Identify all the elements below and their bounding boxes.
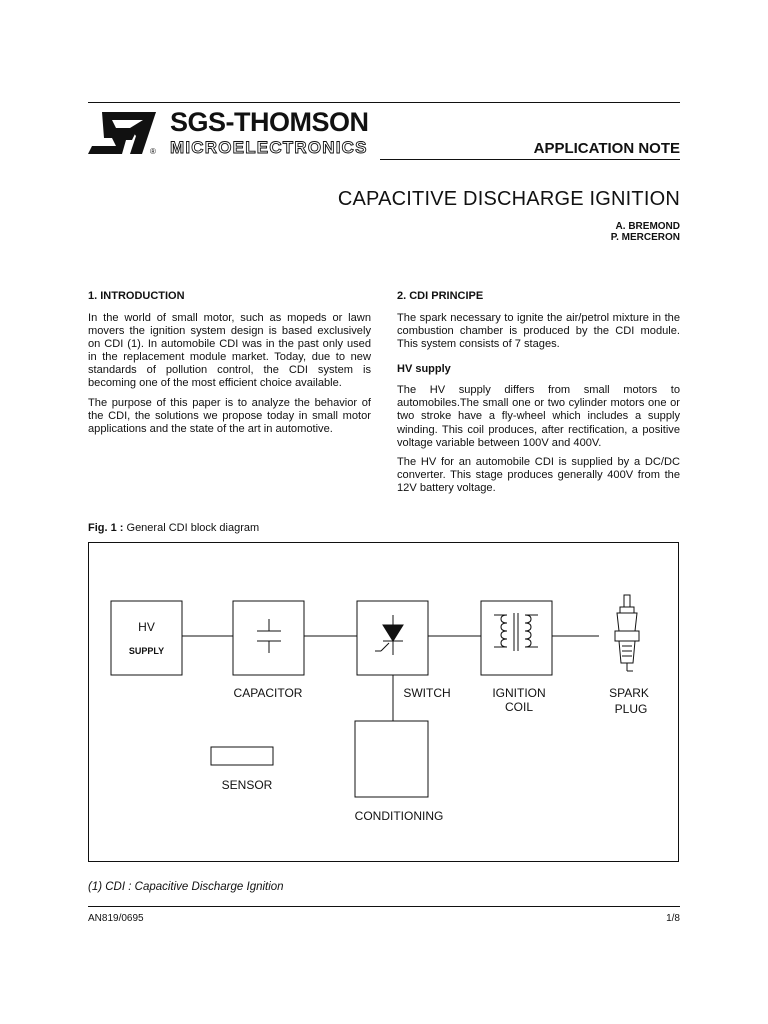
- spark-label: SPARK: [609, 686, 649, 700]
- page-title: CAPACITIVE DISCHARGE IGNITION: [337, 188, 680, 210]
- intro-paragraph-1: In the world of small motor, such as mopeds or lawn movers the ignition system design is based exclusively on CDI (1). In automobile CDI was in the past only used in the replacement module market. Today, due to new standards of pollution control, the CDI system is becoming one of the most efficient choice available.: [88, 312, 371, 390]
- figure-caption: [88, 522, 259, 535]
- hv-supply-paragraph-1: The HV supply differs from small motors to automobiles.The small one or two cylinder motors one or two stroke have a fly-wheel which includes a supply winding. This coil produces, after rectification, a positive voltage variable between 100V and 400V.: [397, 384, 680, 449]
- figure-caption-text: General CDI block diagram: [123, 522, 260, 534]
- principle-heading: 2. CDI PRINCIPE: [397, 290, 484, 302]
- hv-supply-block: [111, 601, 182, 675]
- document-type: APPLICATION NOTE: [533, 140, 680, 157]
- intro-paragraph-2: The purpose of this paper is to analyze the behavior of the CDI, the solutions we propose today in small motor applications and the state of the art in automotive.: [88, 396, 371, 435]
- ignition-coil-block: [481, 601, 552, 675]
- svg-text:®: ®: [150, 147, 156, 156]
- hv-label: HV: [138, 620, 155, 634]
- conditioning-block: [355, 721, 428, 797]
- transformer-symbol: [494, 613, 538, 651]
- block-diagram: [88, 542, 679, 862]
- author-2: P. MERCERON: [610, 232, 680, 243]
- conditioning-label: CONDITIONING: [354, 809, 444, 823]
- switch-label: SWITCH: [403, 686, 451, 700]
- figure-label: Fig. 1 :: [88, 522, 124, 534]
- hv-supply-heading: HV supply: [397, 363, 451, 376]
- company-name: SGS-THOMSON: [170, 107, 369, 137]
- document-number: AN819/0695: [88, 913, 144, 924]
- division-name: MICROELECTRONICS: [170, 138, 368, 157]
- ignition-label: IGNITION: [492, 686, 546, 700]
- st-logo-icon: [86, 110, 162, 156]
- sensor-label: SENSOR: [221, 778, 273, 792]
- right-column: [397, 290, 680, 501]
- page-number: 1/8: [666, 913, 680, 924]
- principle-paragraph-1: The spark necessary to ignite the air/petrol mixture in the combustion chamber is produced by the CDI module. This system consists of 7 stages.: [397, 312, 680, 351]
- top-rule: [88, 102, 680, 103]
- coil-label: COIL: [504, 700, 533, 714]
- plug-label: PLUG: [614, 702, 648, 716]
- footer-rule: [88, 906, 680, 907]
- header-rule: [380, 159, 680, 160]
- sensor-block: [211, 747, 273, 765]
- authors: [611, 221, 680, 243]
- left-column: [88, 290, 371, 442]
- footnote: (1) CDI : Capacitive Discharge Ignition: [88, 881, 284, 893]
- spark-plug-icon: [615, 595, 639, 671]
- author-1: A. BREMOND: [615, 221, 680, 232]
- supply-label: SUPPLY: [128, 646, 165, 656]
- hv-supply-paragraph-2: The HV for an automobile CDI is supplied by a DC/DC converter. This stage produces generally 400V from the 12V battery voltage.: [397, 455, 680, 494]
- capacitor-block: [233, 601, 304, 675]
- intro-heading: 1. INTRODUCTION: [88, 290, 185, 302]
- capacitor-label: CAPACITOR: [233, 686, 303, 700]
